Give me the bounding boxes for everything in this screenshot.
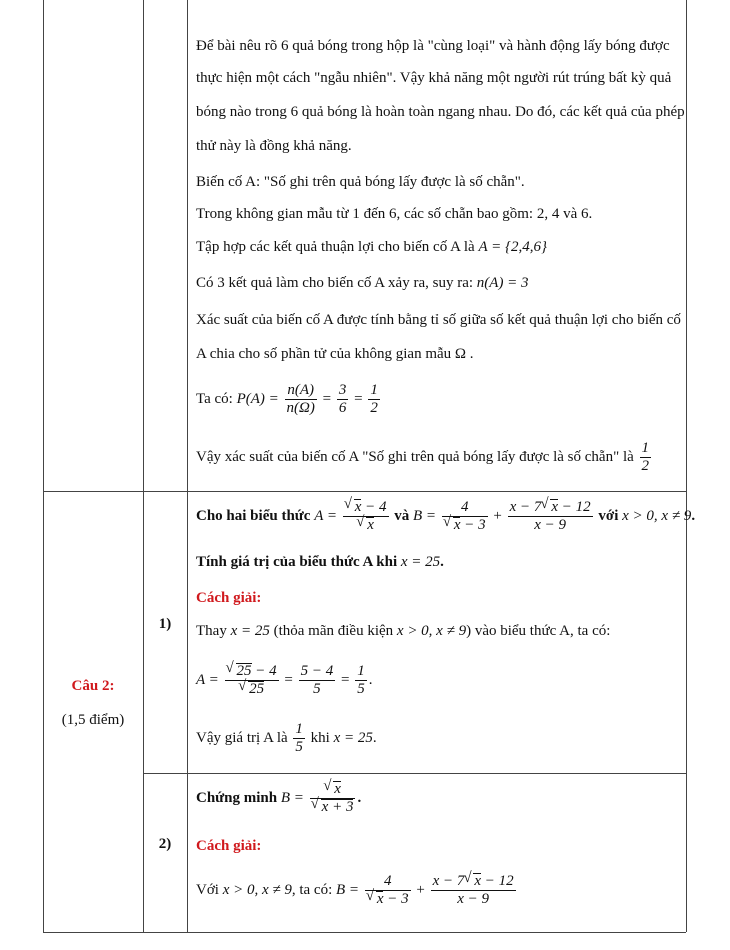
calculation-line: A = √ 25 − 4 √ 25 = $\frac{5 - 4}{5}$ = $\frac{1}{5}$ . — [196, 660, 372, 700]
fraction: √ 25 − 4 √ 25 — [225, 663, 279, 698]
solution-heading: Cách giải: — [196, 590, 262, 606]
fraction: $\frac{n(A)}{n(\Omega)}$ — [286, 382, 315, 417]
probability-formula: Ta có: P(A) = $\frac{n(A)}{n(\Omega)}$ = $\frac{3}{6}$ = $\frac{1}{2}$ — [196, 382, 378, 417]
substitution-line: Thay x = 25 (thỏa mãn điều kiện x > 0, x ≠ 9) vào biểu thức A, ta có: — [196, 623, 611, 639]
text: Có 3 kết quả làm cho biến cố A xảy ra, suy ra: — [196, 275, 474, 291]
fraction: $\frac{1}{5}$ — [357, 663, 365, 698]
conclusion-line — [196, 438, 653, 476]
expression-line: Với x > 0, x ≠ 9, ta có: B = 4 √ x − 3 + $\frac{x - 7√ x - 12}{x - 9}$ — [196, 868, 518, 912]
text: Cho hai biểu thức — [196, 508, 311, 524]
fraction: √ x √ x + 3 — [310, 781, 356, 816]
expression-definition: Cho hai biểu thức A = √ x − 4 √ x và B = 4 √ x − 3 + $\frac{x - 7√ x - 12}{x - 9}$ với x > 0, x ≠ 9. — [196, 496, 695, 536]
paragraph-line: Xác suất của biến cố A được tính bằng tỉ số giữa số kết quả thuận lợi cho biến cố — [196, 312, 681, 328]
table-col-divider-2 — [187, 0, 188, 932]
row-divider-part2 — [143, 773, 686, 774]
math-count: n(A) = 3 — [476, 275, 529, 291]
paragraph-line: thực hiện một cách "ngẫu nhiên". Vậy khả năng một người rút trúng bất kỳ quả — [196, 70, 672, 86]
table-border-bottom — [43, 932, 686, 933]
paragraph-line: Biến cố A: "Số ghi trên quả bóng lấy được là số chẵn". — [196, 174, 525, 190]
row-divider-question — [43, 491, 686, 492]
paragraph-line: bóng nào trong 6 quả bóng là hoàn toàn ngang nhau. Do đó, các kết quả của phép — [196, 104, 685, 120]
fraction: $\frac{1}{2}$ — [370, 382, 378, 417]
math-lhs: P(A) = — [236, 391, 279, 407]
fraction: $\frac{3}{6}$ — [338, 382, 347, 417]
text: Tập hợp các kết quả thuận lợi cho biến cố A là — [196, 239, 475, 255]
proof-statement: Chứng minh B = √ x √ x + 3 . — [196, 778, 361, 818]
solution-heading: Cách giải: — [196, 838, 262, 854]
fraction-B1: 4 √ x − 3 — [442, 499, 488, 534]
question-points: (1,5 điểm) — [61, 712, 125, 728]
fraction-B2: $\frac{x - 7√ x - 12}{x - 9}$ — [508, 499, 593, 534]
fraction-A: √ x − 4 √ x — [343, 499, 389, 534]
part-number: 1) — [158, 616, 172, 632]
fraction: $\frac{1}{2}$ — [641, 440, 650, 475]
table-col-divider-1 — [143, 0, 144, 932]
table-border-right — [686, 0, 687, 932]
table-border-left — [43, 0, 44, 932]
text: Vậy xác suất của biến cố A "Số ghi trên quả bóng lấy được là số chẵn" là — [196, 449, 634, 465]
result-line: Vậy giá trị A là $\frac{1}{5}$ khi x = 25. — [196, 721, 377, 756]
text: Ta có: — [196, 391, 233, 407]
paragraph-line — [196, 273, 529, 293]
paragraph-line: Trong không gian mẫu từ 1 đến 6, các số chẵn bao gồm: 2, 4 và 6. — [196, 206, 593, 222]
fraction: $\frac{1}{5}$ — [295, 721, 303, 756]
paragraph-line — [196, 237, 547, 257]
task-line: Tính giá trị của biểu thức A khi x = 25. — [196, 554, 444, 570]
paragraph-line: Để bài nêu rõ 6 quả bóng trong hộp là "cùng loại" và hành động lấy bóng được — [196, 38, 670, 54]
paragraph-line: A chia cho số phần tử của không gian mẫu Ω . — [196, 346, 474, 362]
question-label: Câu 2: — [71, 678, 115, 694]
paragraph-line: thử này là đồng khả năng. — [196, 138, 352, 154]
fraction: $\frac{x - 7√ x - 12}{x - 9}$ — [431, 873, 516, 908]
math-set: A = {2,4,6} — [478, 239, 547, 255]
fraction: 4 √ x − 3 — [365, 873, 411, 908]
fraction: $\frac{5 - 4}{5}$ — [300, 663, 334, 698]
part-number: 2) — [158, 836, 172, 852]
